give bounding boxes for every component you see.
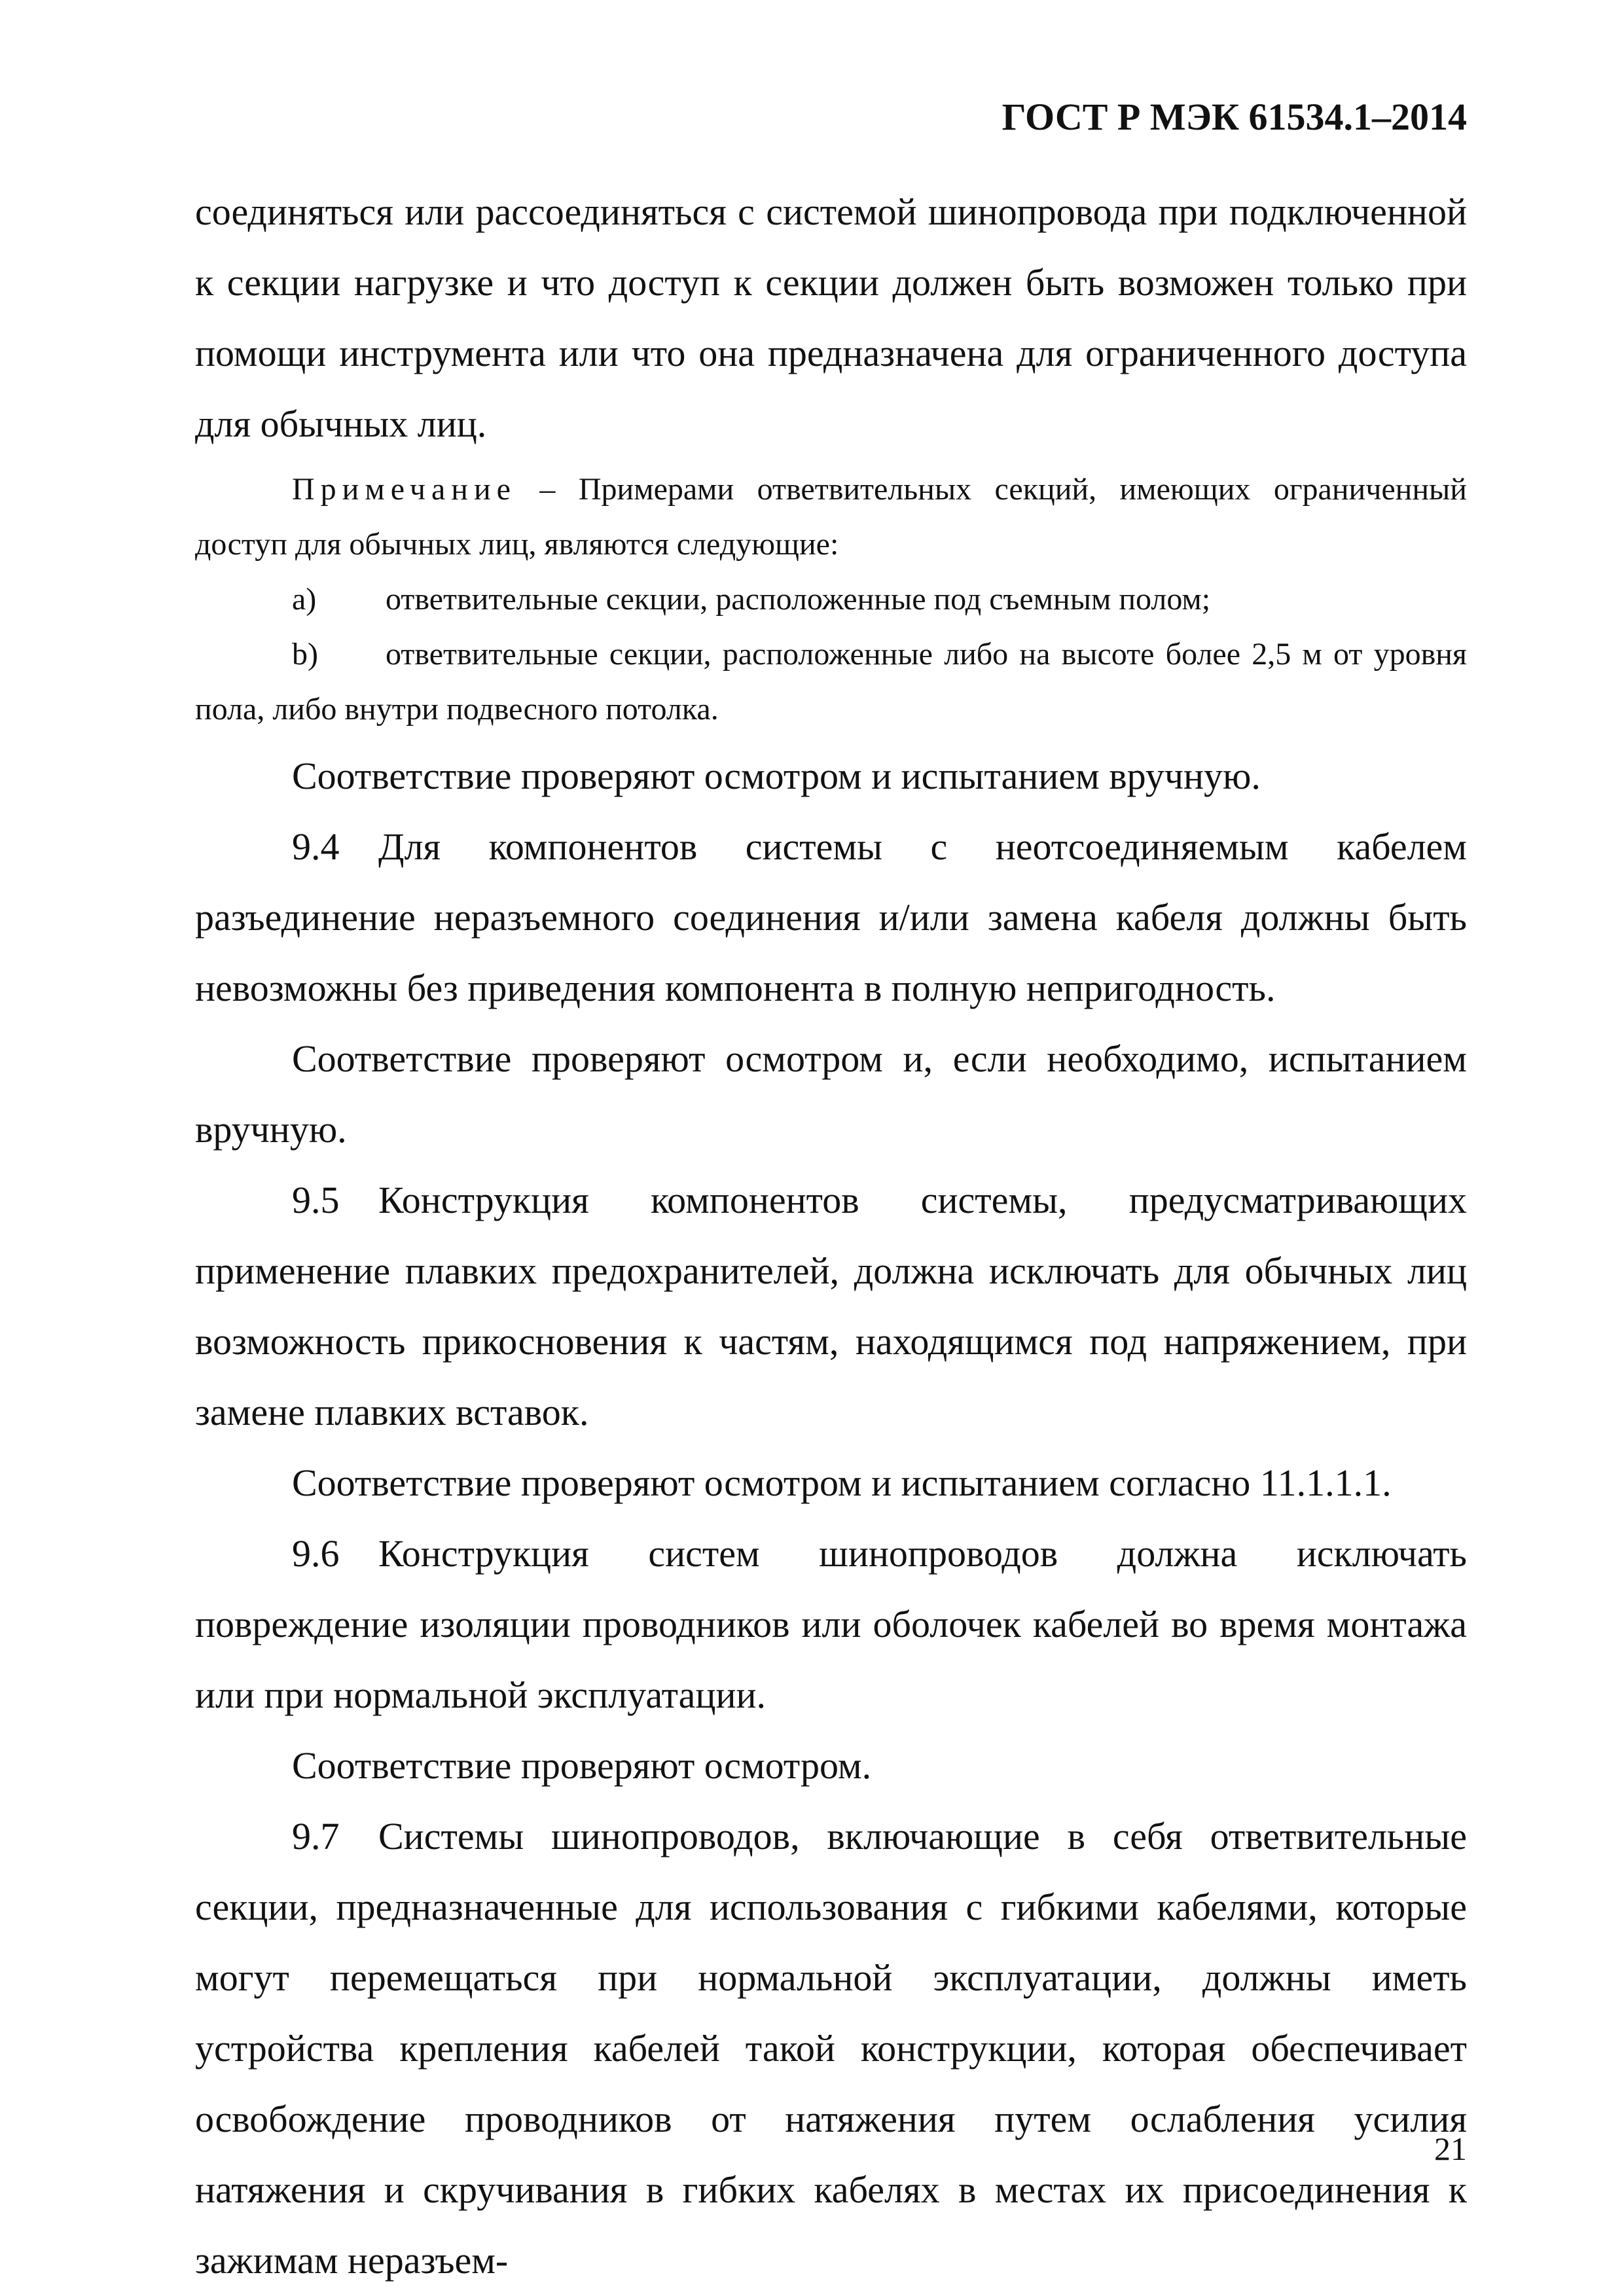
clause-9-6 <box>195 1518 1467 1731</box>
compliance-check-4: Соответствие проверяют осмотром. <box>292 1744 872 1787</box>
clause-9-5 <box>195 1165 1467 1448</box>
clause-9-4 <box>195 812 1467 1024</box>
list-item-text: ответвительные секции, расположенные под съемным полом; <box>386 582 1211 617</box>
clause-text: Конструкция компонентов системы, предусматривающих применение плавких предохранителей, должна исключать для обычных лиц возможность прикосновения к частям, находящимся под напряжением, при замене плавких вставок. <box>195 1179 1467 1433</box>
list-item-text: ответвительные секции, расположенные либо на высоте более 2,5 м от уровня пола, либо внутри подвесного потолка. <box>195 637 1467 726</box>
note-block <box>195 462 1467 737</box>
compliance-check-1: Соответствие проверяют осмотром и испытанием вручную. <box>292 755 1261 797</box>
clause-text: Конструкция систем шинопроводов должна исключать повреждение изоляции проводников или оболочек кабелей во время монтажа или при нормальной эксплуатации. <box>195 1532 1467 1716</box>
page-body <box>195 177 1467 2296</box>
note-text: – Примерами ответвительных секций, имеющих ограниченный доступ для обычных лиц, являются следующие: <box>195 472 1467 562</box>
clause-number: 9.6 <box>292 1532 340 1575</box>
compliance-check-2: Соответствие проверяют осмотром и, если необходимо, испытанием вручную. <box>195 1037 1467 1151</box>
list-marker: a) <box>292 582 317 617</box>
paragraph-intro: соединяться или рассоединяться с системой шинопровода при подключенной к секции нагрузке и что доступ к секции должен быть возможен только при помощи инструмента или что она предназначена для ограниченного доступа для обычных лиц. <box>195 190 1467 445</box>
clause-number: 9.5 <box>292 1179 340 1221</box>
note-list-item <box>195 627 1467 737</box>
list-marker: b) <box>292 637 318 672</box>
compliance-check-3: Соответствие проверяют осмотром и испытанием согласно 11.1.1.1. <box>292 1462 1392 1504</box>
note-list-item <box>195 572 1467 627</box>
clause-text: Для компонентов системы с неотсоединяемым кабелем разъединение неразъемного соединения и/или замена кабеля должны быть невозможны без приведения компонента в полную непригодность. <box>195 825 1467 1009</box>
document-code-header: ГОСТ Р МЭК 61534.1–2014 <box>1001 96 1467 138</box>
note-paragraph <box>195 462 1467 572</box>
page-number: 21 <box>1434 2130 1467 2167</box>
clause-number: 9.7 <box>292 1815 340 1857</box>
clause-text: Системы шинопроводов, включающие в себя ответвительные секции, предназначенные для использования с гибкими кабелями, которые могут перемещаться при нормальной эксплуатации, должны иметь устройства крепления кабелей такой конструкции, которая обеспечивает освобождение проводников от натяжения путем ослабления усилия натяжения и скручивания в гибких кабелях в местах их присоединения к зажимам неразъем- <box>195 1815 1467 2282</box>
note-label: Примечание <box>292 472 516 507</box>
clause-9-7 <box>195 1801 1467 2296</box>
clause-number: 9.4 <box>292 825 340 868</box>
